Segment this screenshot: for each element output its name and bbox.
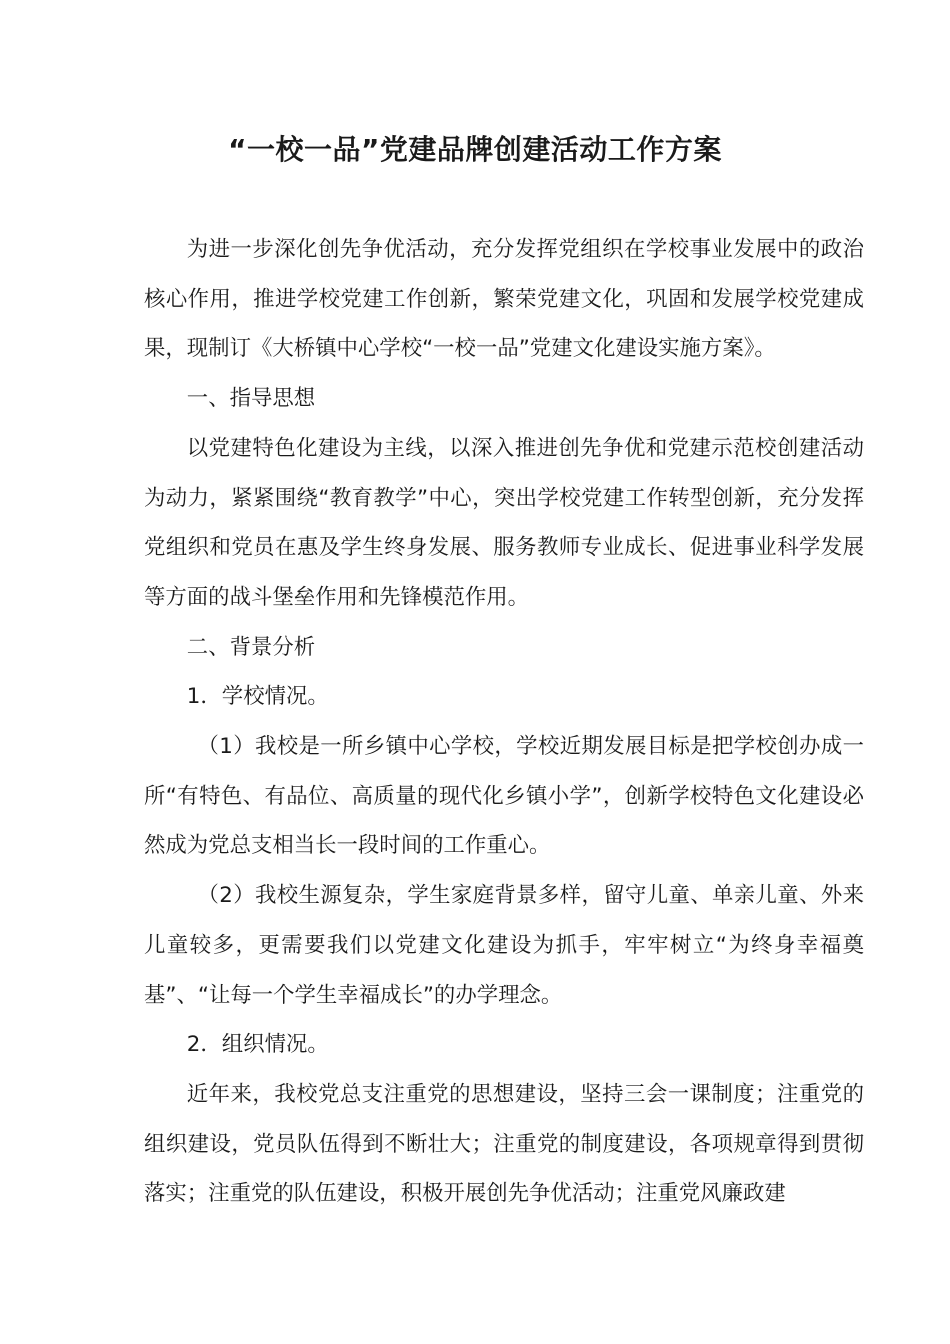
section-heading-guiding-ideology: 一、指导思想 bbox=[186, 386, 316, 412]
subheading-school-situation: 1．学校情况。 bbox=[186, 684, 329, 710]
organization-situation-paragraph: 近年来，我校党总支注重党的思想建设，坚持三会一课制度；注重党的组织建设，党员队伍得到不断壮大；注重党的制度建设，各项规章得到贯彻落实；注重党的队伍建设，积极开展创先争优活动；注重党风廉政建 bbox=[144, 1081, 864, 1207]
guiding-ideology-paragraph: 以党建特色化建设为主线，以深入推进创先争优和党建示范校创建活动为动力，紧紧围绕“教育教学”中心，突出学校党建工作转型创新，充分发挥党组织和党员在惠及学生终身发展、服务教师专业成长、促进事业科学发展等方面的战斗堡垒作用和先锋模范作用。 bbox=[144, 435, 864, 610]
document-title: “一校一品”党建品牌创建活动工作方案 bbox=[228, 133, 722, 166]
section-heading-background-analysis: 二、背景分析 bbox=[186, 634, 316, 660]
intro-paragraph: 为进一步深化创先争优活动，充分发挥党组织在学校事业发展中的政治核心作用，推进学校党建工作创新，繁荣党建文化，巩固和发展学校党建成果，现制订《大桥镇中心学校“一校一品”党建文化建设实施方案》。 bbox=[144, 237, 864, 362]
school-situation-item-1: （1）我校是一所乡镇中心学校，学校近期发展目标是把学校创办成一所“有特色、有品位、高质量的现代化乡镇小学”，创新学校特色文化建设必然成为党总支相当长一段时间的工作重心。 bbox=[144, 734, 864, 859]
subheading-organization-situation: 2．组织情况。 bbox=[186, 1032, 329, 1058]
school-situation-item-2: （2）我校生源复杂，学生家庭背景多样，留守儿童、单亲儿童、外来儿童较多，更需要我们以党建文化建设为抓手，牢牢树立“为终身幸福奠基”、“让每一个学生幸福成长”的办学理念。 bbox=[144, 883, 864, 1008]
document-body bbox=[144, 225, 864, 1219]
